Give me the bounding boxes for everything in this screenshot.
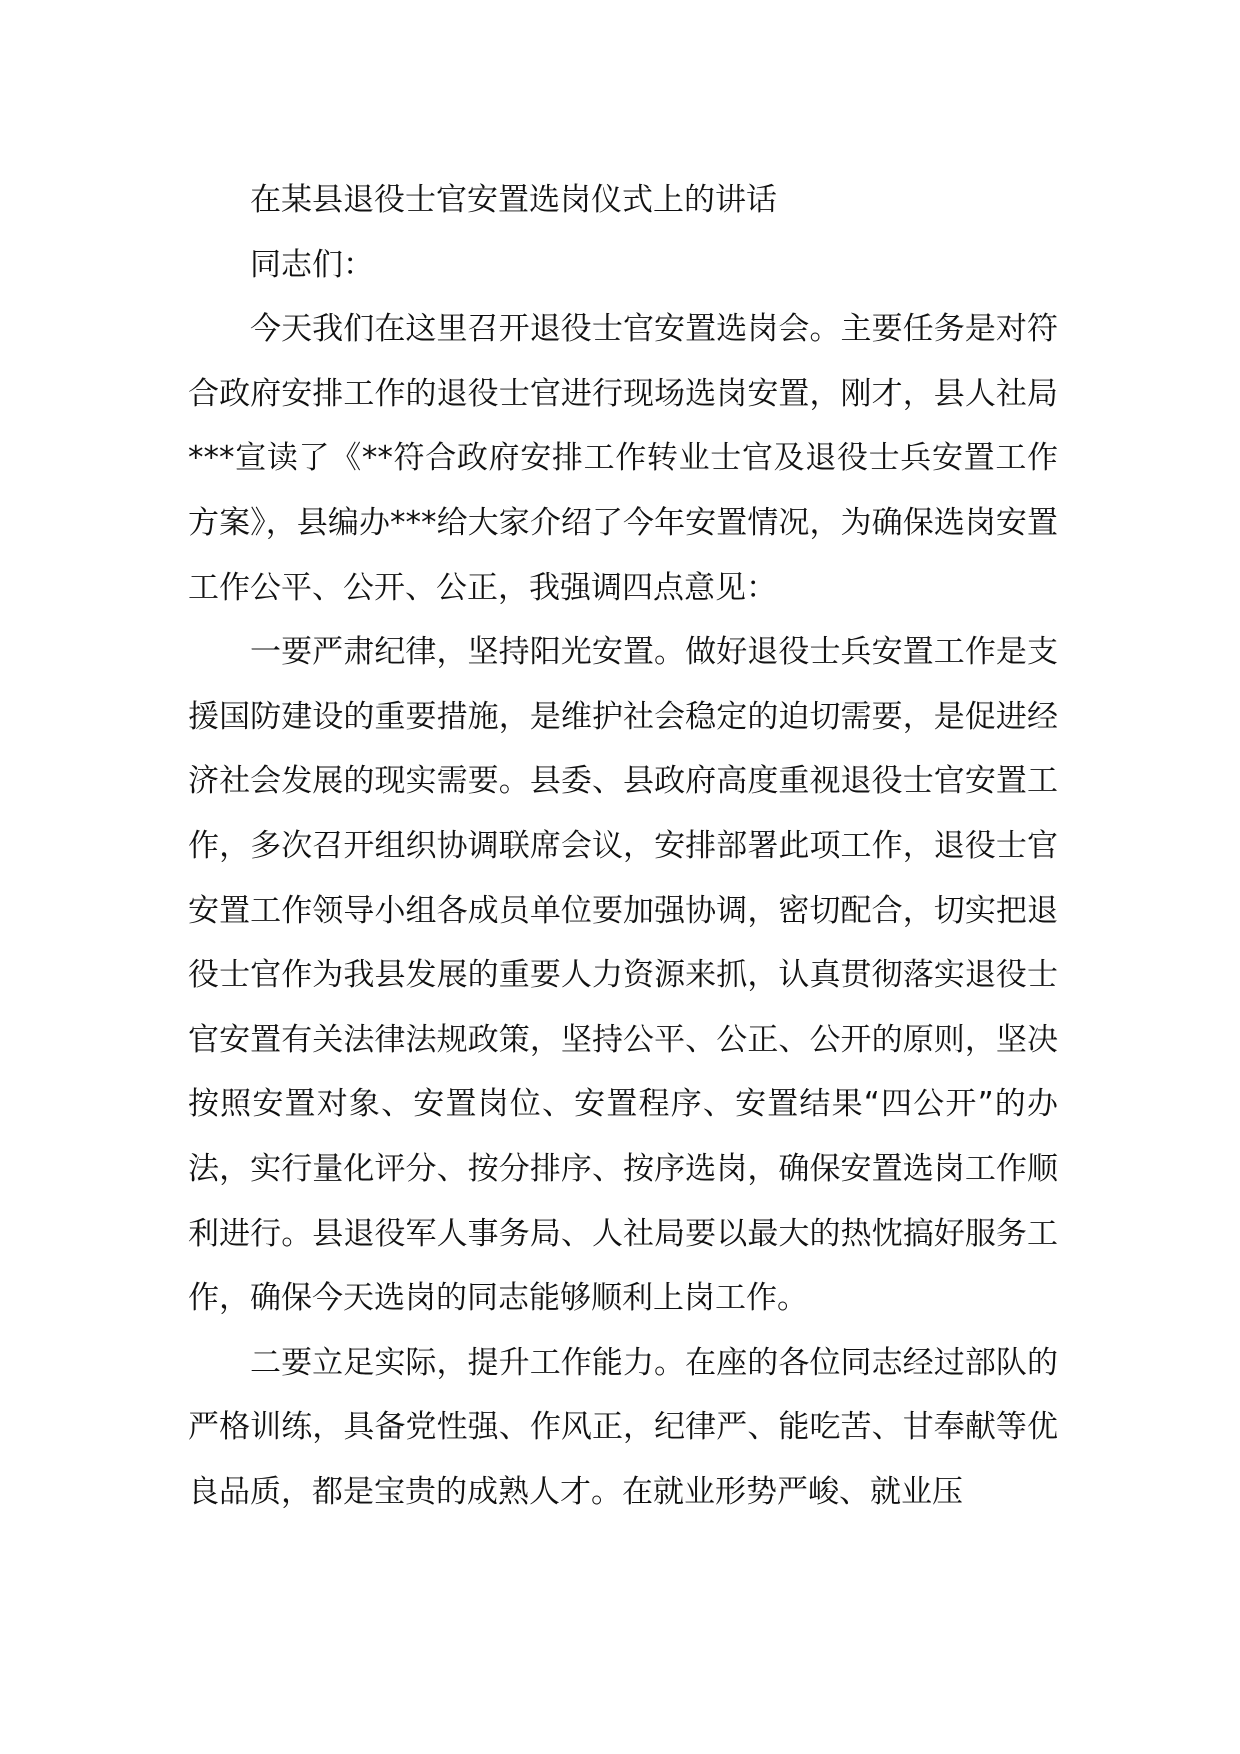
paragraph-point-two: 二要立足实际，提升工作能力。在座的各位同志经过部队的严格训练，具备党性强、作风正，纪律严、能吃苦、甘奉献等优良品质，都是宝贵的成熟人才。在就业形势严峻、就业压	[188, 1344, 1058, 1510]
paragraph-point-one: 一要严肃纪律，坚持阳光安置。做好退役士兵安置工作是支援国防建设的重要措施，是维护社会稳定的迫切需要，是促进经济社会发展的现实需要。县委、县政府高度重视退役士官安置工作，多次召开组织协调联席会议，安排部署此项工作，退役士官安置工作领导小组各成员单位要加强协调，密切配合，切实把退役士官作为我县发展的重要人力资源来抓，认真贯彻落实退役士官安置有关法律法规政策，坚持公平、公正、公开的原则，坚决按照安置对象、安置岗位、安置程序、安置结果“四公开”的办法，实行量化评分、按分排序、按序选岗，确保安置选岗工作顺利进行。县退役军人事务局、人社局要以最大的热忱搞好服务工作，确保今天选岗的同志能够顺利上岗工作。	[188, 634, 1058, 1317]
document-title: 在某县退役士官安置选岗仪式上的讲话	[250, 182, 777, 218]
document-body	[188, 168, 1058, 1524]
paragraph-intro: 今天我们在这里召开退役士官安置选岗会。主要任务是对符合政府安排工作的退役士官进行现场选岗安置，刚才，县人社局***宣读了《**符合政府安排工作转业士官及退役士兵安置工作方案》，县编办***给大家介绍了今年安置情况，为确保选岗安置工作公平、公开、公正，我强调四点意见：	[188, 311, 1058, 606]
salutation: 同志们：	[250, 246, 374, 283]
